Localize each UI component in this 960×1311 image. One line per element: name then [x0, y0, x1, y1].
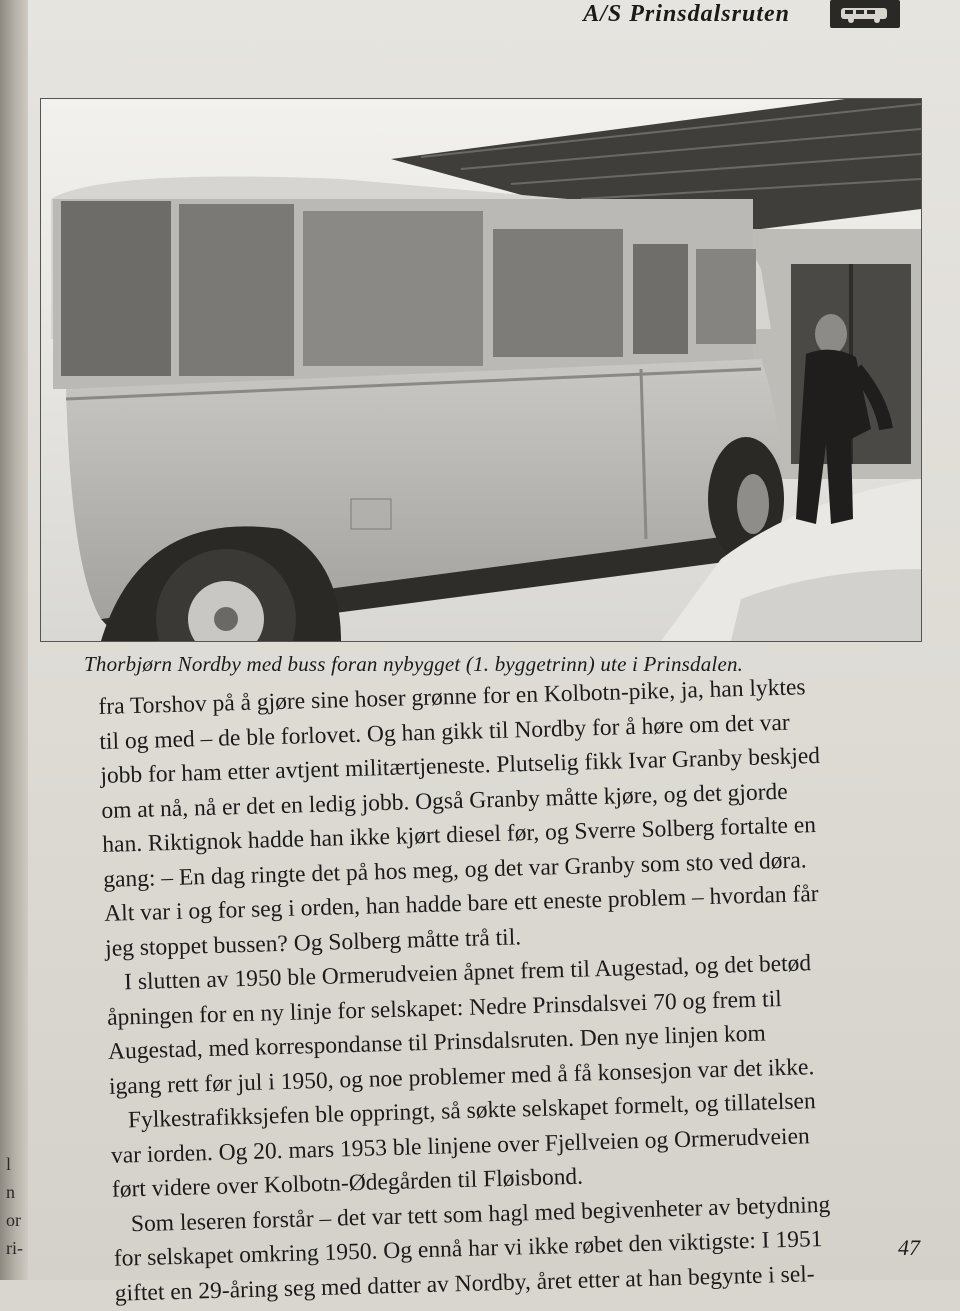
- left-page-edge: [0, 0, 28, 1280]
- text-line: Fylkestrafikksjefen ble oppringt, så søkte selskapet formelt, og tillatelsen: [127, 1088, 816, 1134]
- text-line: jobb for ham etter avtjent militærtjeneste. Plutselig fikk Ivar Granby beskjed: [100, 742, 821, 789]
- page-number: 47: [898, 1235, 920, 1260]
- left-edge-char: n: [6, 1182, 15, 1202]
- bus-photo-illustration: [41, 99, 921, 641]
- header-title: A/S Prinsdalsruten: [583, 0, 790, 27]
- text-line: til og med – de ble forlovet. Og han gikk til Nordby for å høre om det var: [99, 709, 791, 755]
- text-line: fra Torshov på å gjøre sine hoser grønne for en Kolbotn-pike, ja, han lyktes: [98, 674, 806, 720]
- text-line: Augestad, med korrespondanse til Prinsdalsruten. Den nye linjen kom: [107, 1020, 767, 1065]
- text-line: ført videre over Kolbotn-Ødegården til Fløisbond.: [111, 1163, 584, 1203]
- left-edge-char: or: [6, 1210, 21, 1230]
- running-header: [583, 0, 900, 28]
- bus-photo: [40, 98, 922, 642]
- text-line: gang: – En dag ringte det på hos meg, og det var Granby som sto ved døra.: [102, 846, 807, 893]
- text-line: jeg stoppet bussen? Og Solberg måtte trå til.: [104, 923, 522, 962]
- left-page-text-fragments: [6, 1150, 26, 1262]
- text-line: igang rett før jul i 1950, og noe problemer med å få konsesjon var det ikke.: [108, 1053, 815, 1100]
- text-line: for selskapet omkring 1950. Og ennå har vi ikke røbet den viktigste: I 1951: [113, 1225, 823, 1272]
- text-line: åpningen for en ny linje for selskapet: Nedre Prinsdalsvei 70 og frem til: [106, 985, 783, 1031]
- text-line: han. Riktignok hadde han ikke kjørt diesel før, og Sverre Solberg fortalte en: [101, 812, 817, 858]
- photo-caption: Thorbjørn Nordby med buss foran nybygget (1. byggetrinn) ute i Prinsdalen.: [84, 652, 744, 676]
- left-edge-char: l: [6, 1154, 12, 1174]
- text-line: giftet en 29-åring seg med datter av Nordby, året etter at han begynte i sel-: [114, 1260, 815, 1307]
- text-line: Som leseren forstår – det var tett som hagl med begivenheter av betydning: [130, 1191, 831, 1237]
- text-line: om at nå, nå er det en ledig jobb. Også Granby måtte kjøre, og det gjorde: [101, 778, 788, 824]
- text-line: var iorden. Og 20. mars 1953 ble linjene over Fjellveien og Ormerudveien: [110, 1122, 811, 1169]
- bus-logo-icon: [830, 0, 900, 28]
- left-edge-char: ri-: [6, 1238, 23, 1258]
- body-text: [98, 666, 960, 1310]
- text-line: I slutten av 1950 ble Ormerudveien åpnet frem til Augestad, og det betød: [123, 950, 812, 996]
- text-line: Alt var i og for seg i orden, han hadde bare ett eneste problem – hvordan får: [103, 880, 819, 927]
- book-page: [28, 0, 960, 1307]
